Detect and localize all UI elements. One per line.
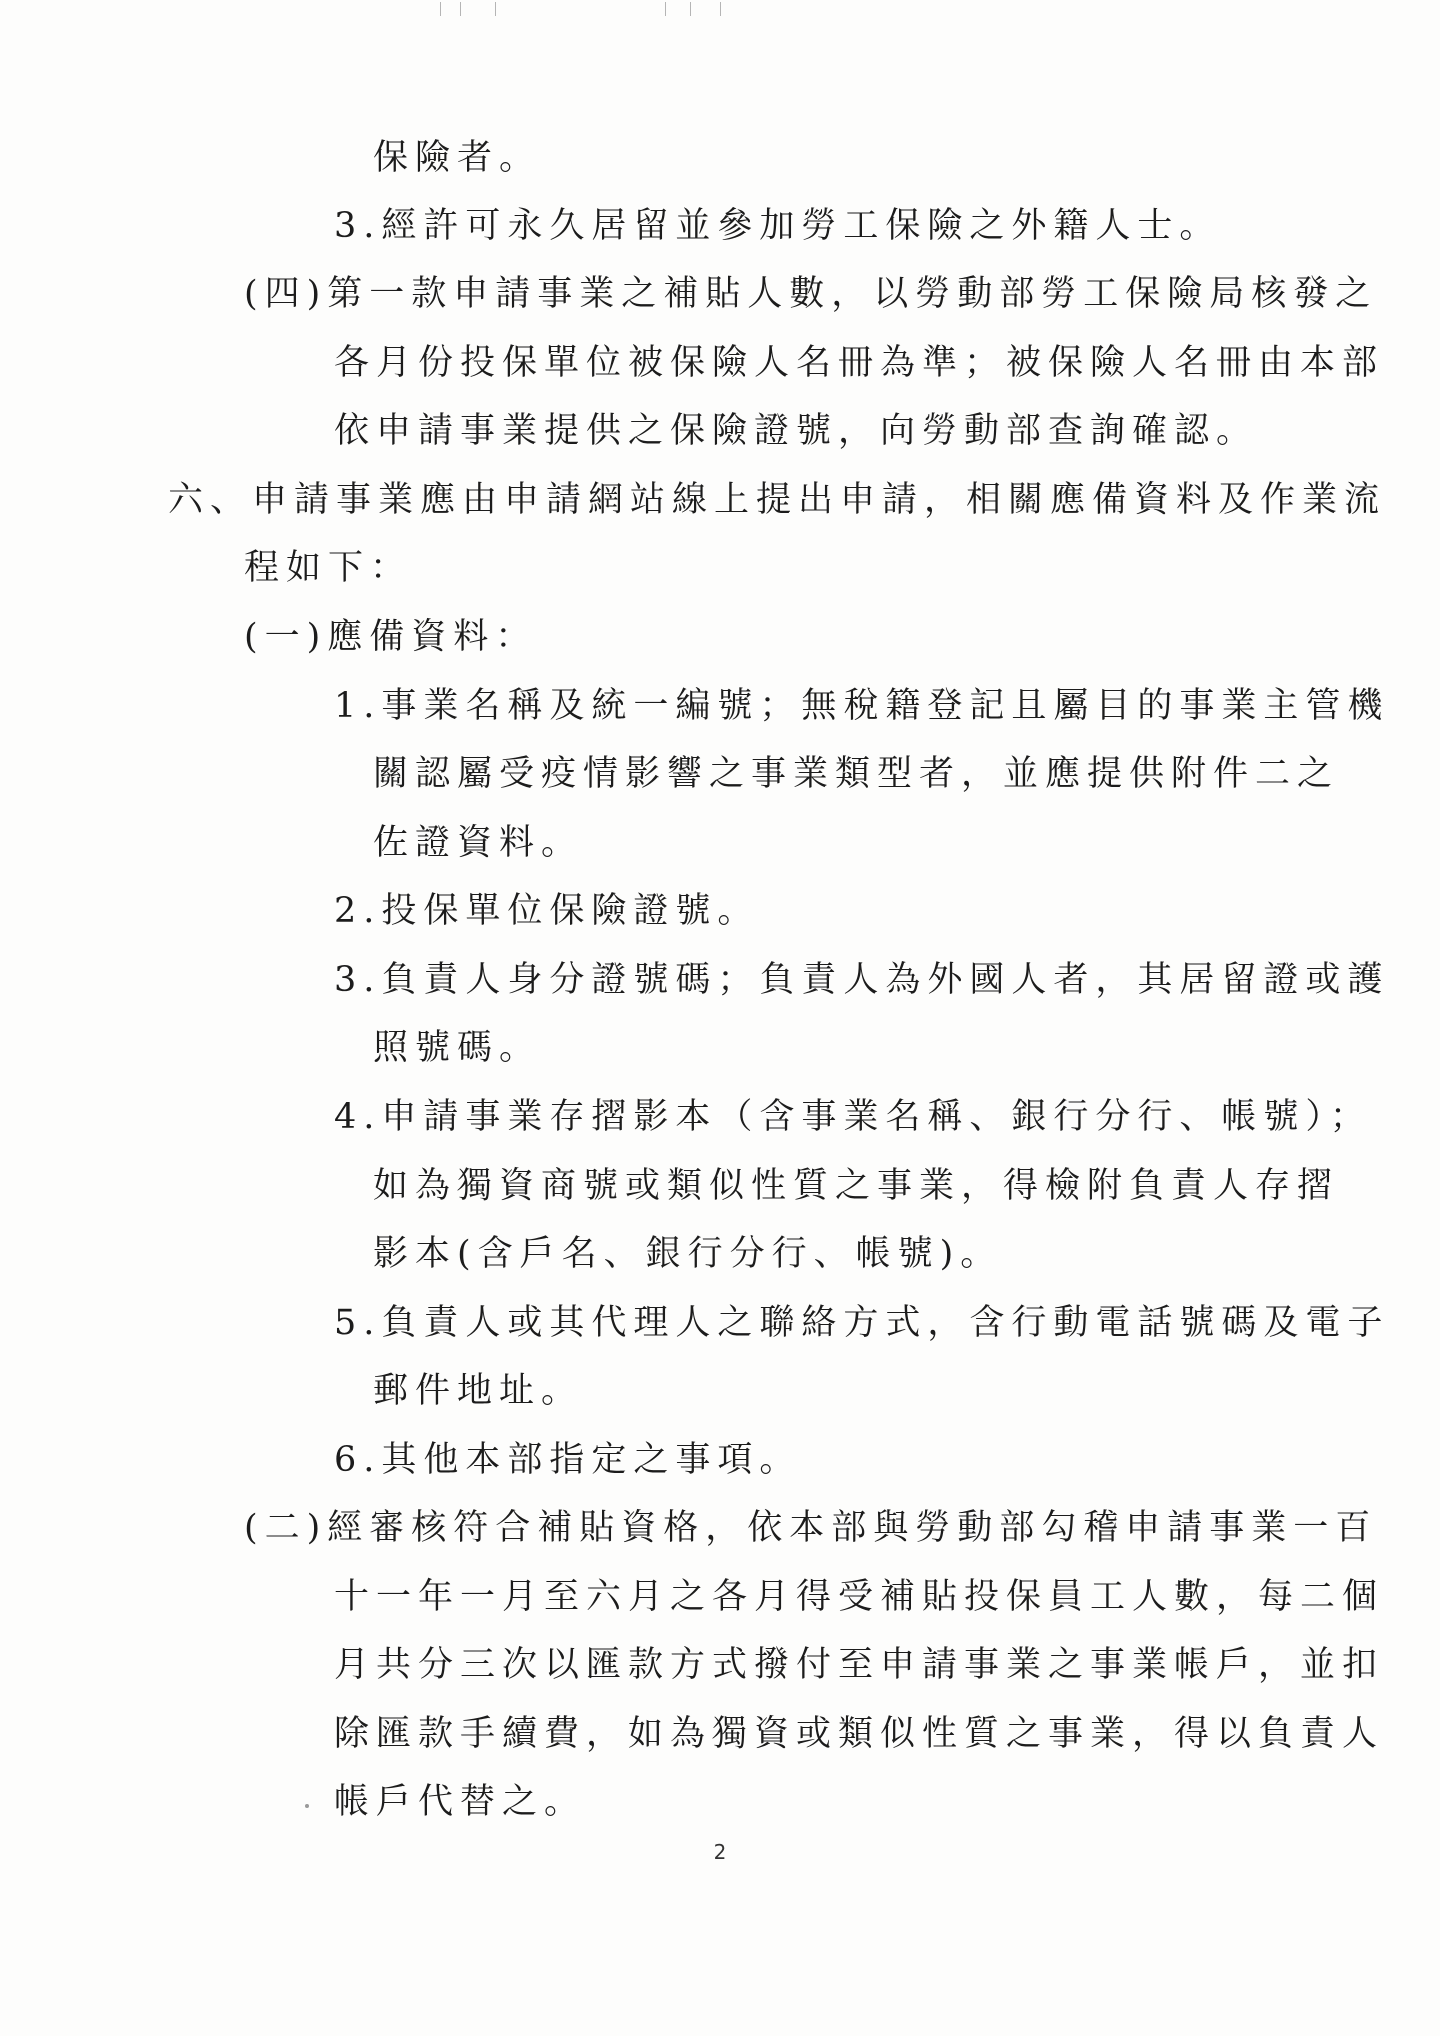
- text-line: 如為獨資商號或類似性質之事業，得檢附負責人存摺: [373, 1166, 1340, 1206]
- list-item: 1.事業名稱及統一編號；無稅籍登記且屬目的事業主管機: [334, 686, 1390, 726]
- page-number: 2: [713, 1840, 727, 1864]
- text-line: 帳戶代替之。: [334, 1782, 587, 1822]
- scan-mark: [460, 2, 461, 16]
- text-line: 各月份投保單位被保險人名冊為準；被保險人名冊由本部: [334, 343, 1385, 383]
- text-line: 佐證資料。: [373, 823, 584, 863]
- text-line: 照號碼。: [373, 1028, 542, 1068]
- list-item: 6.其他本部指定之事項。: [334, 1440, 802, 1480]
- scan-mark: [440, 2, 441, 16]
- text-line: 程如下：: [244, 548, 413, 588]
- section-heading: 六、申請事業應由申請網站線上提出申請，相關應備資料及作業流: [168, 480, 1387, 520]
- subsection-heading: (二)經審核符合補貼資格，依本部與勞動部勾稽申請事業一百: [244, 1508, 1378, 1548]
- list-item: 5.負責人或其代理人之聯絡方式，含行動電話號碼及電子: [334, 1303, 1390, 1343]
- text-line: 除匯款手續費，如為獨資或類似性質之事業，得以負責人: [334, 1714, 1385, 1754]
- subsection-heading: (一)應備資料：: [244, 617, 538, 657]
- scan-mark: [720, 2, 721, 16]
- list-item: 4.申請事業存摺影本（含事業名稱、銀行分行、帳號）；: [334, 1097, 1372, 1137]
- text-line: 月共分三次以匯款方式撥付至申請事業之事業帳戶，並扣: [334, 1645, 1385, 1685]
- text-line: 3.經許可永久居留並參加勞工保險之外籍人士。: [334, 206, 1222, 246]
- scan-speck: [305, 1804, 309, 1808]
- text-line: 十一年一月至六月之各月得受補貼投保員工人數，每二個: [334, 1577, 1385, 1617]
- list-item: 3.負責人身分證號碼；負責人為外國人者，其居留證或護: [334, 960, 1390, 1000]
- scan-mark: [690, 2, 691, 16]
- text-line: 保險者。: [373, 138, 542, 178]
- text-line: 關認屬受疫情影響之事業類型者，並應提供附件二之: [373, 754, 1340, 794]
- text-line: 依申請事業提供之保險證號，向勞動部查詢確認。: [334, 411, 1259, 451]
- list-item: 2.投保單位保險證號。: [334, 891, 760, 931]
- text-line: 影本(含戶名、銀行分行、帳號)。: [373, 1234, 1003, 1274]
- text-line: 郵件地址。: [373, 1371, 584, 1411]
- scan-mark: [665, 2, 666, 16]
- text-line: (四)第一款申請事業之補貼人數，以勞動部勞工保險局核發之: [244, 274, 1378, 314]
- scan-mark: [495, 2, 496, 16]
